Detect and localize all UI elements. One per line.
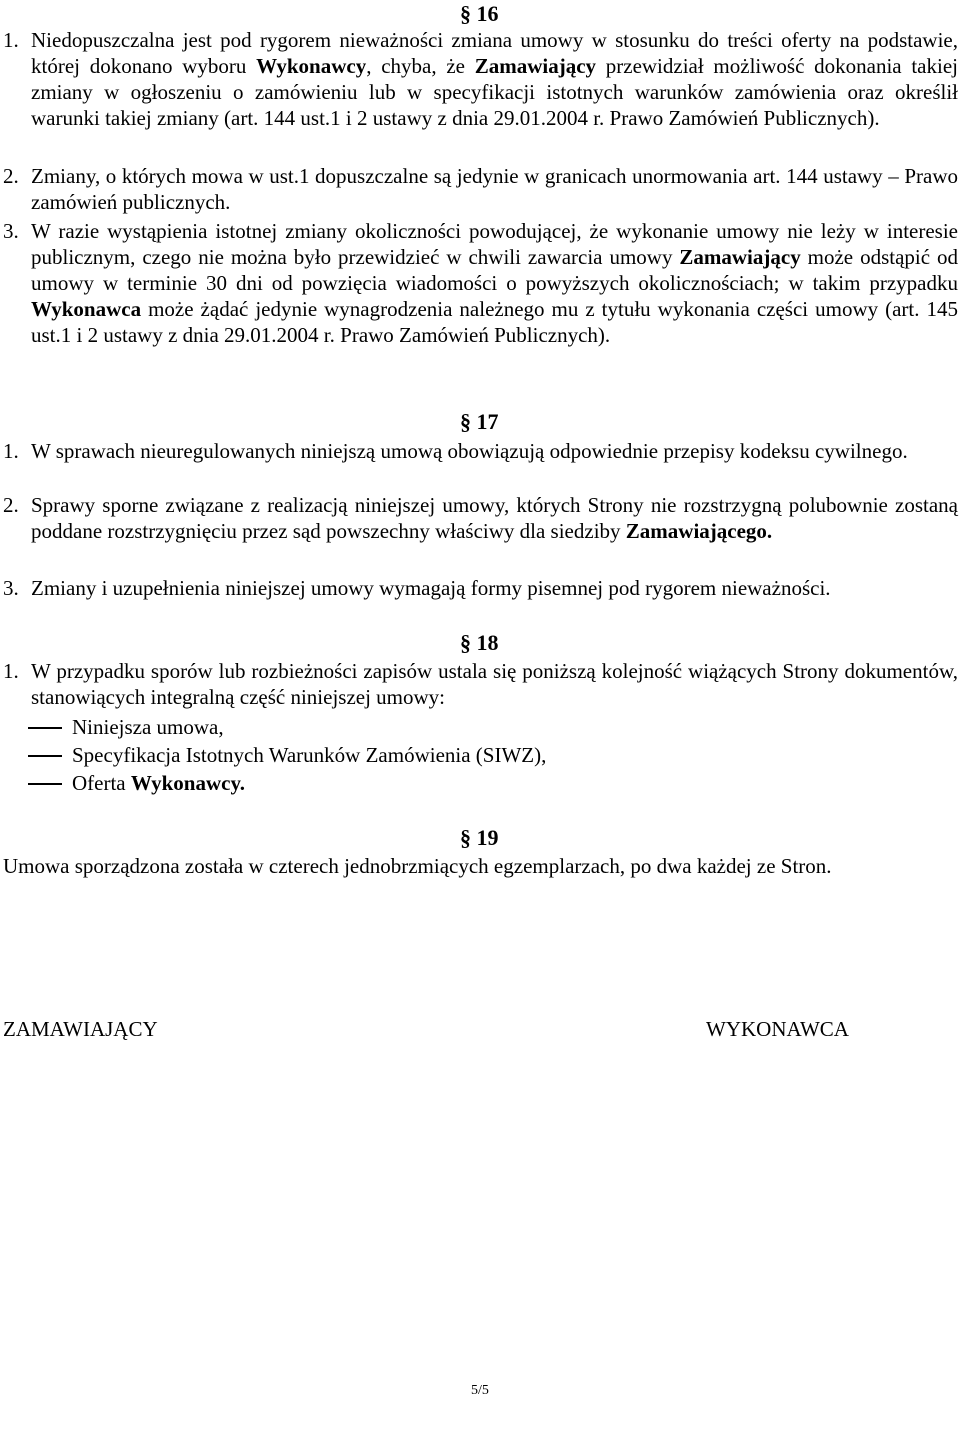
s18-paragraph-1 — [3, 658, 958, 710]
s16-p3-b1: Zamawiający — [679, 245, 801, 269]
s16-p1-b1: Wykonawcy — [256, 54, 367, 78]
list-item-1: Niniejsza umowa, — [72, 715, 224, 739]
s17-p1-text: W sprawach nieuregulowanych niniejszą umową obowiązują odpowiednie przepisy kodeksu cywilnego. — [31, 439, 908, 463]
s17-p2-text — [31, 492, 958, 544]
section-16-title: § 16 — [460, 1, 499, 26]
s16-p1-t2: , chyba, że — [366, 54, 475, 78]
s17-p2-b1: Zamawiającego. — [625, 519, 773, 543]
s19-text: Umowa sporządzona została w czterech jednobrzmiących egzemplarzach, po dwa każdej ze Stron. — [3, 854, 832, 878]
signature-left-label: ZAMAWIAJĄCY — [3, 1017, 158, 1041]
dash-bullet-2 — [28, 755, 62, 757]
s17-p1-number: 1. — [3, 439, 19, 463]
section-19-title: § 19 — [460, 825, 499, 850]
dash-bullet-3 — [28, 783, 62, 785]
s16-paragraph-2 — [3, 163, 958, 215]
section-18-title: § 18 — [460, 630, 499, 655]
s16-p3-t2: może odstąpić od umowy w terminie 30 dni od powzięcia wiadomości o powyższych okolicznościach; w takim przypadku — [31, 245, 958, 295]
s17-p2-number: 2. — [3, 493, 19, 517]
s17-paragraph-1 — [3, 438, 958, 464]
s16-paragraph-1 — [3, 27, 958, 131]
section-17-title: § 17 — [460, 409, 499, 434]
s16-paragraph-3 — [3, 218, 958, 348]
s17-p3-number: 3. — [3, 576, 19, 600]
s17-p2-t1: Sprawy sporne związane z realizacją niniejszej umowy, których Strony nie rozstrzygną polubownie zostaną poddane rozstrzygnięciu przez sąd powszechny właściwy dla siedziby — [31, 493, 958, 543]
list-item-3 — [72, 770, 245, 796]
list-item-2: Specyfikacja Istotnych Warunków Zamówienia (SIWZ), — [72, 743, 547, 767]
s18-p1-number: 1. — [3, 659, 19, 683]
s16-p2-text: Zmiany, o których mowa w ust.1 dopuszczalne są jedynie w granicach unormowania art. 144 ustawy – Prawo zamówień publicznych. — [31, 164, 958, 214]
s17-paragraph-2 — [3, 492, 958, 544]
list-item-3-text: Oferta — [72, 771, 131, 795]
s16-p3-t3: może żądać jedynie wynagrodzenia należnego mu z tytułu wykonania części umowy (art. 145 ust.1 i 2 ustawy z dnia 29.01.2004 r. Prawo Zamówień Publicznych). — [31, 297, 958, 347]
s16-p3-b2: Wykonawca — [31, 297, 142, 321]
s16-p1-t1: Niedopuszczalna jest pod rygorem nieważności zmiana umowy w stosunku do treści oferty na podstawie, której dokonano wyboru — [31, 28, 958, 78]
s16-p1-t3: przewidział możliwość dokonania takiej zmiany w ogłoszeniu o zamówieniu lub w specyfikacji istotnych warunków zamówienia oraz określił warunki takiej zmiany (art. 144 ust.1 i 2 ustawy z dnia 29.01.2004 r. Prawo Zamówień Publicznych). — [31, 54, 958, 130]
s16-p3-t1: W razie wystąpienia istotnej zmiany okoliczności powodującej, że wykonanie umowy nie leży w interesie publicznym, czego nie można było przewidzieć w chwili zawarcia umowy — [31, 219, 958, 269]
signature-right-label: WYKONAWCA — [706, 1017, 849, 1041]
s16-p2-number: 2. — [3, 164, 19, 188]
list-item-3-bold: Wykonawcy. — [130, 771, 246, 795]
s17-paragraph-3 — [3, 575, 958, 601]
s16-p1-number: 1. — [3, 28, 19, 52]
page-number: 5/5 — [471, 1383, 489, 1398]
s16-p3-text — [31, 218, 958, 348]
s16-p1-text — [31, 27, 958, 131]
s18-p1-text: W przypadku sporów lub rozbieżności zapisów ustala się poniższą kolejność wiążących Strony dokumentów, stanowiących integralną część niniejszej umowy: — [31, 659, 958, 709]
dash-bullet-1 — [28, 727, 62, 729]
s16-p3-number: 3. — [3, 219, 19, 243]
s17-p3-text: Zmiany i uzupełnienia niniejszej umowy wymagają formy pisemnej pod rygorem nieważności. — [31, 576, 831, 600]
s16-p1-b2: Zamawiający — [474, 54, 597, 78]
